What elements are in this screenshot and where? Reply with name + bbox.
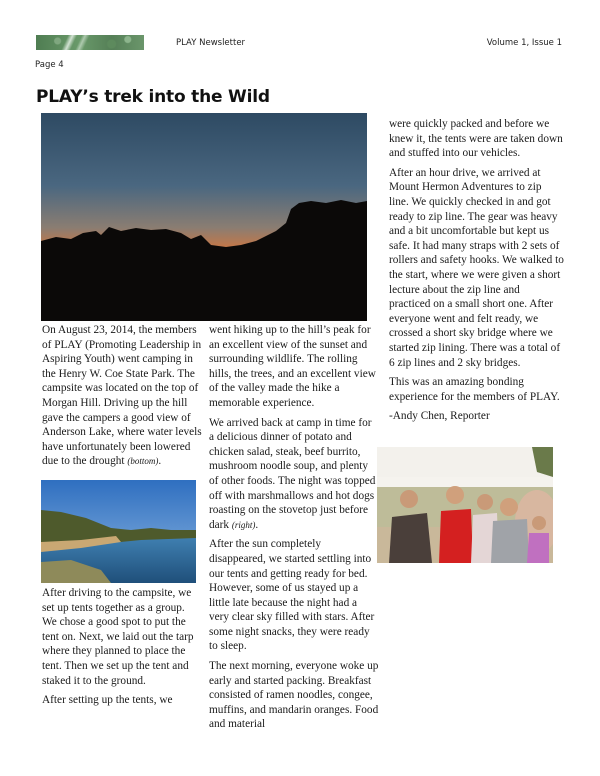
header-banner-image [36, 35, 144, 50]
paragraph: were quickly packed and before we knew it, the tents were are taken down and stuffed into our vehicles. [389, 118, 563, 160]
article-column-2 [209, 323, 379, 737]
paragraph: After the sun completely disappeared, we started settling into our tents and getting ready for bed. However, some of us stayed up a little late because the night had a very clear sky filled with stars. After some night snacks, they were ready to sleep. [209, 538, 375, 653]
paragraph: After setting up the tents, we [42, 694, 173, 707]
paragraph-text: We arrived back at camp in time for a delicious dinner of potato and chicken salad, steak, beef burrito, mushroom noodle soup, and plenty of other foods. The night was topped off with marshmallows and hot dogs roasting on the stovetop just before dark [209, 416, 376, 531]
byline: -Andy Chen, Reporter [389, 410, 490, 423]
sunset-photo [41, 113, 367, 321]
campers-photo [377, 447, 553, 563]
paragraph-text: On August 23, 2014, the members of PLAY (Promoting Leadership in Aspiring Youth) went camping in the Henry W. Coe State Park. The campsite was located on the top of Morgan Hill. Driving up the hill gave the campers a good view of Anderson Lake, where water levels have unfortunately been lowered due to the drought [42, 324, 202, 468]
paragraph: After an hour drive, we arrived at Mount Hermon Adventures to zip line. We quickly checked in and got ready to zip line. The gear was heavy and a bit uncomfortable but kept us safe. It had many straps with 2 sets of rollers and safety hooks. We walked to the start, where we were given a short lecture about the zip line and practiced on a small short one. After everyone went and felt ready, we crossed a short sky bridge where we started zip lining. There was a total of 6 zip lines and 2 sky bridges. [389, 166, 564, 369]
article-column-3 [389, 117, 564, 429]
lake-photo-svg [41, 480, 196, 583]
photo-reference: (bottom) [127, 456, 159, 467]
paragraph: After driving to the campsite, we set up tents together as a group. We chose a good spot to put the tent on. Next, we laid out the tarp where they planned to place the tent. Then we set up the tent and staked it to the ground. [42, 587, 194, 687]
campers-photo-svg [377, 447, 553, 563]
article-column-1-continued [42, 586, 202, 713]
paragraph: went hiking up to the hill’s peak for an excellent view of the sunset and surrounding wildlife. The rolling hills, the trees, and an excellent view of the valley made the hike a memorable experience. [209, 324, 376, 409]
photo-reference: (right) [231, 519, 256, 530]
lake-photo [41, 480, 196, 583]
newsletter-name: PLAY Newsletter [176, 38, 246, 48]
paragraph: This was an amazing bonding experience for the members of PLAY. [389, 376, 560, 403]
article-title: PLAY’s trek into the Wild [36, 87, 270, 107]
paragraph-end: . [255, 518, 259, 531]
paragraph [209, 416, 379, 533]
paragraph-end: . [158, 455, 162, 468]
article-column-1 [42, 323, 202, 474]
page-number: Page 4 [35, 60, 64, 70]
sunset-photo-svg [41, 113, 367, 321]
paragraph: The next morning, everyone woke up early and started packing. Breakfast consisted of ramen noodles, congee, muffins, and mandarin oranges. Food and material [209, 660, 379, 731]
paragraph [42, 323, 202, 469]
issue-label: Volume 1, Issue 1 [486, 38, 562, 48]
